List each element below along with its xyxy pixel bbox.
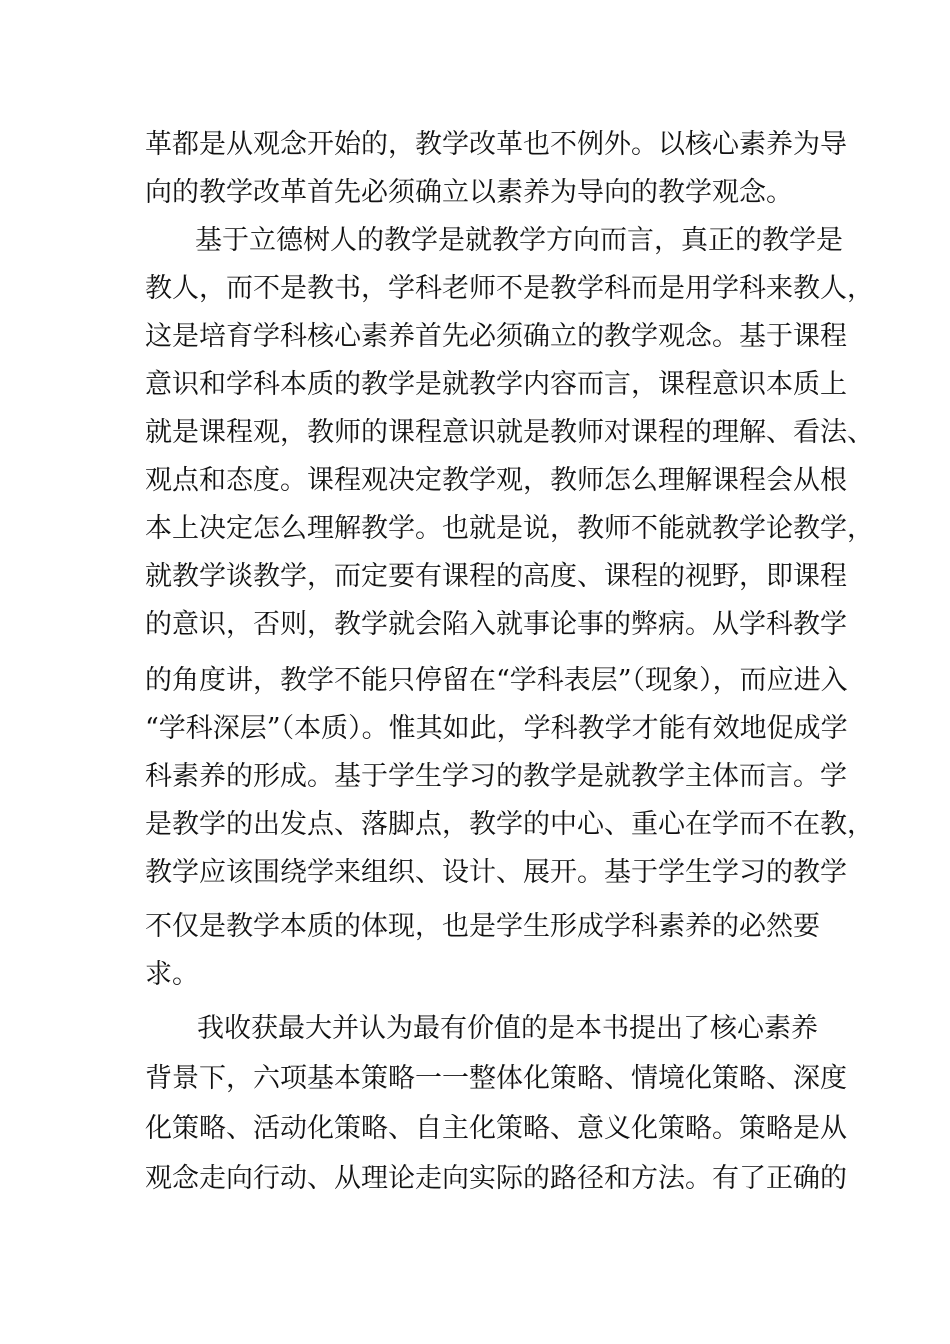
text-line: 教学应该围绕学来组织、设计、展开。基于学生学习的教学 <box>145 857 847 888</box>
text-line: 化策略、活动化策略、自主化策略、意义化策略。策略是从 <box>145 1113 847 1144</box>
text-line: 观点和态度。课程观决定教学观，教师怎么理解课程会从根 <box>145 465 847 496</box>
text-line: 就教学谈教学，而定要有课程的高度、课程的视野，即课程 <box>145 561 847 592</box>
text-line: 向的教学改革首先必须确立以素养为导向的教学观念。 <box>145 177 793 208</box>
text-line: 教人，而不是教书，学科老师不是教学科而是用学科来教人， <box>145 273 874 304</box>
text-line: 求。 <box>145 959 199 990</box>
text-line: 这是培育学科核心素养首先必须确立的教学观念。基于课程 <box>145 321 847 352</box>
text-line: 我收获最大并认为最有价值的是本书提出了核心素养 <box>197 1013 818 1044</box>
text-line: 就是课程观，教师的课程意识就是教师对课程的理解、看法、 <box>145 417 874 448</box>
text-line: 的角度讲，教学不能只停留在“学科表层”（现象），而应进入 <box>145 665 848 696</box>
text-line: 本上决定怎么理解教学。也就是说，教师不能就教学论教学， <box>145 513 874 544</box>
text-line: 观念走向行动、从理论走向实际的路径和方法。有了正确的 <box>145 1163 847 1194</box>
text-line: 基于立德树人的教学是就教学方向而言，真正的教学是 <box>195 225 843 256</box>
text-line: 意识和学科本质的教学是就教学内容而言，课程意识本质上 <box>145 369 847 400</box>
text-line: 背景下，六项基本策略一一整体化策略、情境化策略、深度 <box>145 1063 847 1094</box>
text-line: 革都是从观念开始的，教学改革也不例外。以核心素养为导 <box>145 129 847 160</box>
text-line: 科素养的形成。基于学生学习的教学是就教学主体而言。学 <box>145 761 847 792</box>
text-line: 的意识，否则，教学就会陷入就事论事的弊病。从学科教学 <box>145 609 847 640</box>
text-line: “学科深层”（本质）。惟其如此，学科教学才能有效地促成学 <box>145 713 848 744</box>
text-line: 是教学的出发点、落脚点，教学的中心、重心在学而不在教， <box>145 809 874 840</box>
text-line: 不仅是教学本质的体现，也是学生形成学科素养的必然要 <box>145 911 820 942</box>
